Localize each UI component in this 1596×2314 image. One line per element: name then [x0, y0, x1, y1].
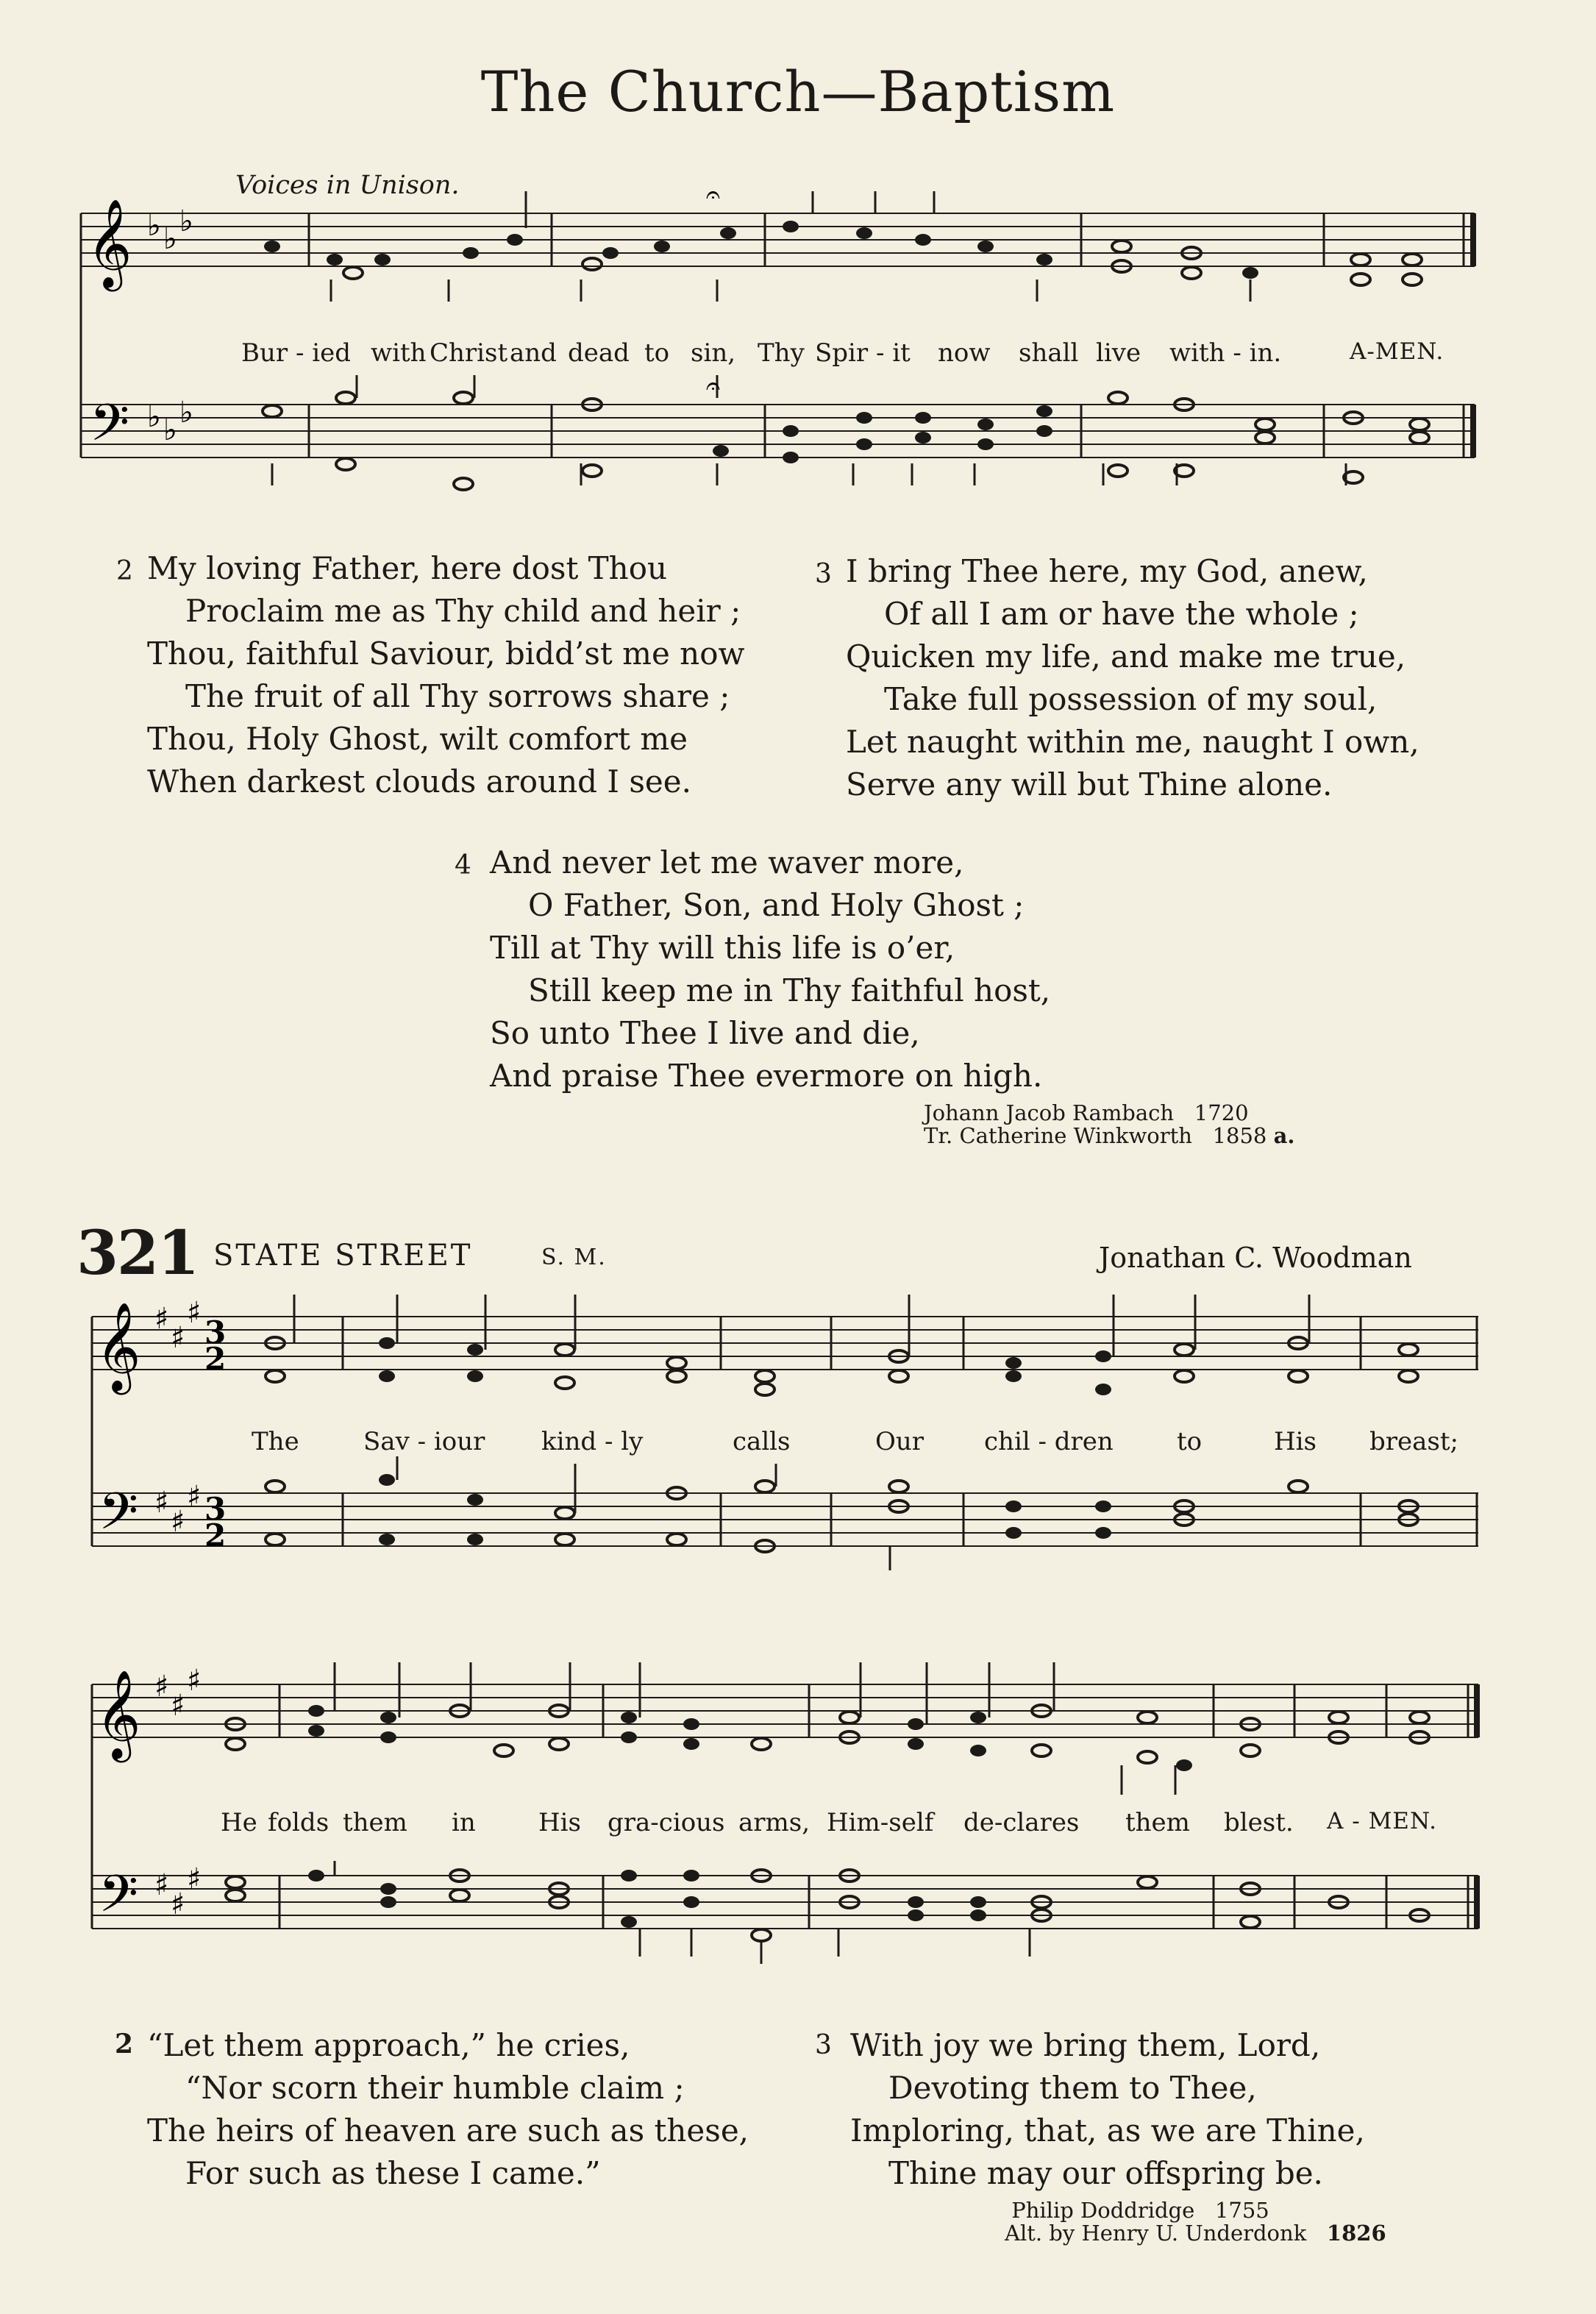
staff-lines — [92, 1684, 1478, 1929]
lyric: The — [252, 1427, 299, 1456]
svg-text:♯: ♯ — [154, 1670, 169, 1704]
fermata-icon: 𝄐 — [706, 371, 720, 401]
lyric: de-clares — [963, 1808, 1080, 1837]
svg-text:♭: ♭ — [147, 209, 161, 243]
verse-line: Still keep me in Thy faithful host, — [528, 972, 1051, 1008]
lyric: sin, — [691, 338, 736, 368]
verse-number: 4 — [455, 850, 471, 880]
svg-text:2: 2 — [204, 1341, 227, 1377]
lyric: His — [538, 1808, 581, 1837]
treble-half-notes — [343, 241, 1422, 285]
lyric: His — [1274, 1427, 1317, 1456]
bass-clef-icon: 𝄢 — [90, 393, 130, 465]
verse-line: For such as these I came.” — [185, 2155, 601, 2191]
verse-line: The fruit of all Thy sorrows share ; — [185, 678, 730, 714]
bass-half-notes — [263, 392, 1429, 490]
performance-instruction: Voices in Unison. — [235, 171, 460, 200]
svg-text:♭: ♭ — [163, 222, 177, 256]
svg-text:♯: ♯ — [154, 1486, 169, 1520]
verse-line: Let naught within me, naught I own, — [846, 724, 1419, 760]
lyric: dead — [568, 338, 630, 368]
svg-text:♯: ♯ — [171, 1689, 185, 1723]
svg-text:♭: ♭ — [179, 204, 193, 238]
svg-text:♭: ♭ — [147, 400, 161, 434]
svg-text:♯: ♯ — [171, 1321, 185, 1355]
lyric: and — [510, 338, 557, 368]
svg-text:♯: ♯ — [154, 1302, 169, 1336]
lyric: Spir - it — [815, 338, 911, 368]
lyric: calls — [733, 1427, 791, 1456]
lyric: He — [221, 1808, 257, 1837]
verse-line: Of all I am or have the whole ; — [884, 596, 1359, 632]
attribution-321 — [1005, 2199, 1475, 2245]
key-signature-sharps — [154, 1296, 201, 1539]
lyric: folds — [268, 1808, 329, 1837]
lyric: Him-self — [827, 1808, 934, 1837]
verse-line: With joy we bring them, Lord, — [850, 2027, 1321, 2063]
alteration-name: Alt. by Henry U. Underdonk — [1005, 2221, 1307, 2246]
verse-2 — [147, 547, 809, 803]
lyric: arms, — [738, 1808, 811, 1837]
treble-clef-icon: 𝄞 — [96, 1669, 141, 1759]
lyric: in — [452, 1808, 476, 1837]
staff-lines — [81, 213, 1475, 458]
verse-line: Devoting them to Thee, — [888, 2070, 1257, 2106]
lyrics-321-line1 — [0, 1427, 1596, 1459]
tune-name: STATE STREET — [213, 1239, 473, 1272]
verse-3 — [846, 550, 1508, 806]
svg-text:♯: ♯ — [187, 1480, 202, 1514]
lyrics-prev — [0, 338, 1596, 371]
verse-line: Proclaim me as Thy child and heir ; — [185, 593, 741, 629]
verse-line: My loving Father, here dost Thou — [147, 550, 668, 586]
verse-line: “Nor scorn their humble claim ; — [185, 2070, 685, 2106]
bass-notes — [713, 405, 1052, 463]
lyric: to — [644, 338, 670, 368]
author-year: 1720 — [1194, 1100, 1249, 1125]
treble-half-notes — [226, 1705, 1429, 1763]
lyric: kind - ly — [541, 1427, 644, 1456]
lyric: with - in. — [1169, 338, 1282, 368]
bass-notes — [308, 1870, 986, 1928]
verse-line: Thine may our offspring be. — [888, 2155, 1323, 2191]
bass-clef-icon: 𝄢 — [99, 1481, 139, 1553]
verse-line: Thou, Holy Ghost, wilt comfort me — [147, 721, 688, 757]
bass-notes — [379, 1474, 1111, 1545]
verse-line: And praise Thee evermore on high. — [490, 1058, 1043, 1094]
treble-clef-icon: 𝄞 — [96, 1301, 141, 1391]
svg-text:3: 3 — [204, 1314, 227, 1350]
svg-text:2: 2 — [204, 1517, 227, 1553]
lyric: breast; — [1369, 1427, 1458, 1456]
svg-text:♯: ♯ — [187, 1664, 202, 1698]
bass-half-notes — [266, 1481, 1418, 1552]
verse-number: 3 — [815, 2030, 832, 2060]
author-name: Philip Doddridge — [1011, 2198, 1195, 2223]
lyric: gra-cious — [608, 1808, 725, 1837]
alteration-year: 1826 — [1326, 2221, 1386, 2246]
svg-text:♭: ♭ — [179, 396, 193, 430]
svg-text:♯: ♯ — [154, 1868, 169, 1902]
lyric: live — [1096, 338, 1141, 368]
verse-line: Imploring, that, as we are Thine, — [850, 2112, 1365, 2149]
meter: S. M. — [541, 1245, 607, 1270]
verse-line: Thou, faithful Saviour, bidd’st me now — [147, 636, 745, 672]
lyric: them — [343, 1808, 407, 1837]
verse-line: “Let them approach,” he cries, — [147, 2027, 630, 2063]
lyric: Our — [875, 1427, 925, 1456]
page-title: The Church—Baptism — [480, 59, 1116, 124]
verse-line: When darkest clouds around I see. — [147, 763, 691, 800]
verse-line: Serve any will but Thine alone. — [846, 766, 1333, 802]
translator-name: Tr. Catherine Winkworth — [924, 1123, 1192, 1148]
svg-text:♯: ♯ — [171, 1505, 185, 1539]
verse-number: 2 — [115, 2029, 134, 2060]
lyric: Sav - iour — [363, 1427, 485, 1456]
verse-line: I bring Thee here, my God, anew, — [846, 553, 1368, 589]
barlines — [81, 213, 1473, 458]
translator-mark: a. — [1273, 1123, 1295, 1148]
verse-321-3 — [850, 2024, 1512, 2195]
attribution-prev — [924, 1102, 1365, 1147]
lyric: them — [1125, 1808, 1190, 1837]
verse-line: Take full possession of my soul, — [884, 681, 1378, 717]
verse-line: O Father, Son, and Holy Ghost ; — [528, 887, 1025, 923]
lyric: Christ — [430, 338, 508, 368]
lyric-amen: A-MEN. — [1350, 338, 1444, 365]
svg-text:3: 3 — [204, 1491, 227, 1527]
key-signature-sharps — [154, 1664, 201, 1921]
verse-line: The heirs of heaven are such as these, — [147, 2112, 749, 2149]
composer: Jonathan C. Woodman — [1099, 1242, 1412, 1274]
author-name: Johann Jacob Rambach — [924, 1100, 1175, 1125]
lyric: Bur - ied — [241, 338, 351, 368]
verse-line: So unto Thee I live and die, — [490, 1015, 920, 1051]
translator-year: 1858 — [1212, 1123, 1267, 1148]
hymn-number: 321 — [76, 1218, 199, 1289]
treble-half-notes — [266, 1337, 1418, 1395]
lyric-amen: A - MEN. — [1327, 1808, 1437, 1834]
treble-clef-icon: 𝄞 — [87, 198, 132, 288]
lyric: to — [1177, 1427, 1203, 1456]
lyrics-321-line2 — [0, 1808, 1596, 1840]
lyric: chil - dren — [984, 1427, 1114, 1456]
bass-half-notes — [226, 1870, 1429, 1941]
lyric: now — [938, 338, 991, 368]
lyric: Thy — [758, 338, 805, 368]
treble-notes — [379, 1337, 1111, 1395]
lyric: blest. — [1224, 1808, 1294, 1837]
bass-clef-icon: 𝄢 — [99, 1864, 139, 1936]
treble-notes — [264, 221, 1258, 279]
verse-number: 3 — [815, 559, 832, 589]
verse-line: Till at Thy will this life is o’er, — [490, 930, 955, 966]
barlines — [92, 1684, 1477, 1929]
key-signature-flats — [147, 204, 193, 447]
verse-line: Quicken my life, and make me true, — [846, 638, 1406, 674]
svg-text:♭: ♭ — [163, 413, 177, 447]
author-year: 1755 — [1214, 2198, 1269, 2223]
fermata-icon: 𝄐 — [706, 191, 720, 210]
svg-text:♯: ♯ — [187, 1296, 202, 1330]
verse-line: And never let me waver more, — [490, 844, 964, 880]
svg-text:♯: ♯ — [187, 1862, 202, 1896]
lyric: shall — [1019, 338, 1079, 368]
svg-text:♯: ♯ — [171, 1887, 185, 1921]
verse-4 — [490, 841, 1152, 1097]
verse-321-2 — [147, 2024, 809, 2195]
verse-number: 2 — [116, 556, 133, 586]
lyric: with — [371, 338, 427, 368]
